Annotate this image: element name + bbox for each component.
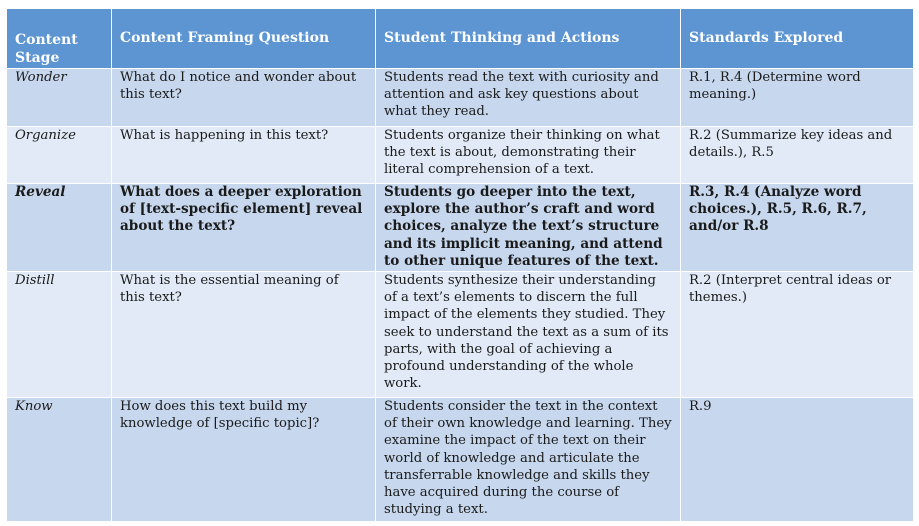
table-row-wonder xyxy=(7,69,914,127)
standards-cell: R.2 (Summarize key ideas and details.), R.5 xyxy=(681,127,914,184)
table-row-reveal xyxy=(7,184,914,272)
stage-cell: Distill xyxy=(7,272,112,398)
table-row-organize xyxy=(7,127,914,184)
table-header-row xyxy=(7,9,914,69)
question-cell: What do I notice and wonder about this text? xyxy=(112,69,376,127)
stage-cell: Reveal xyxy=(7,184,112,272)
content-stages-table xyxy=(6,8,914,522)
header-content-framing-question: Content Framing Question xyxy=(112,9,376,69)
stage-cell: Know xyxy=(7,398,112,522)
thinking-cell: Students go deeper into the text, explore the author’s craft and word choices, analyze the text’s structure and its implicit meaning, and attend to other unique features of the text. xyxy=(376,184,681,272)
question-cell: What is the essential meaning of this text? xyxy=(112,272,376,398)
thinking-cell: Students read the text with curiosity and attention and ask key questions about what they read. xyxy=(376,69,681,127)
standards-cell: R.1, R.4 (Determine word meaning.) xyxy=(681,69,914,127)
header-standards-explored: Standards Explored xyxy=(681,9,914,69)
question-cell: How does this text build my knowledge of [specific topic]? xyxy=(112,398,376,522)
table-row-know xyxy=(7,398,914,522)
question-cell: What is happening in this text? xyxy=(112,127,376,184)
stage-cell: Wonder xyxy=(7,69,112,127)
standards-cell: R.9 xyxy=(681,398,914,522)
thinking-cell: Students organize their thinking on what the text is about, demonstrating their literal comprehension of a text. xyxy=(376,127,681,184)
standards-cell: R.3, R.4 (Analyze word choices.), R.5, R.6, R.7, and/or R.8 xyxy=(681,184,914,272)
stage-cell: Organize xyxy=(7,127,112,184)
question-cell: What does a deeper exploration of [text-specific element] reveal about the text? xyxy=(112,184,376,272)
thinking-cell: Students synthesize their understanding of a text’s elements to discern the full impact of the elements they studied. They seek to understand the text as a sum of its parts, with the goal of achieving a profound understanding of the whole work. xyxy=(376,272,681,398)
table-row-distill xyxy=(7,272,914,398)
header-content-stage: Content Stage xyxy=(7,9,112,69)
thinking-cell: Students consider the text in the context of their own knowledge and learning. They examine the impact of the text on their world of knowledge and articulate the transferrable knowledge and skills they have acquired during the course of studying a text. xyxy=(376,398,681,522)
header-student-thinking-actions: Student Thinking and Actions xyxy=(376,9,681,69)
standards-cell: R.2 (Interpret central ideas or themes.) xyxy=(681,272,914,398)
